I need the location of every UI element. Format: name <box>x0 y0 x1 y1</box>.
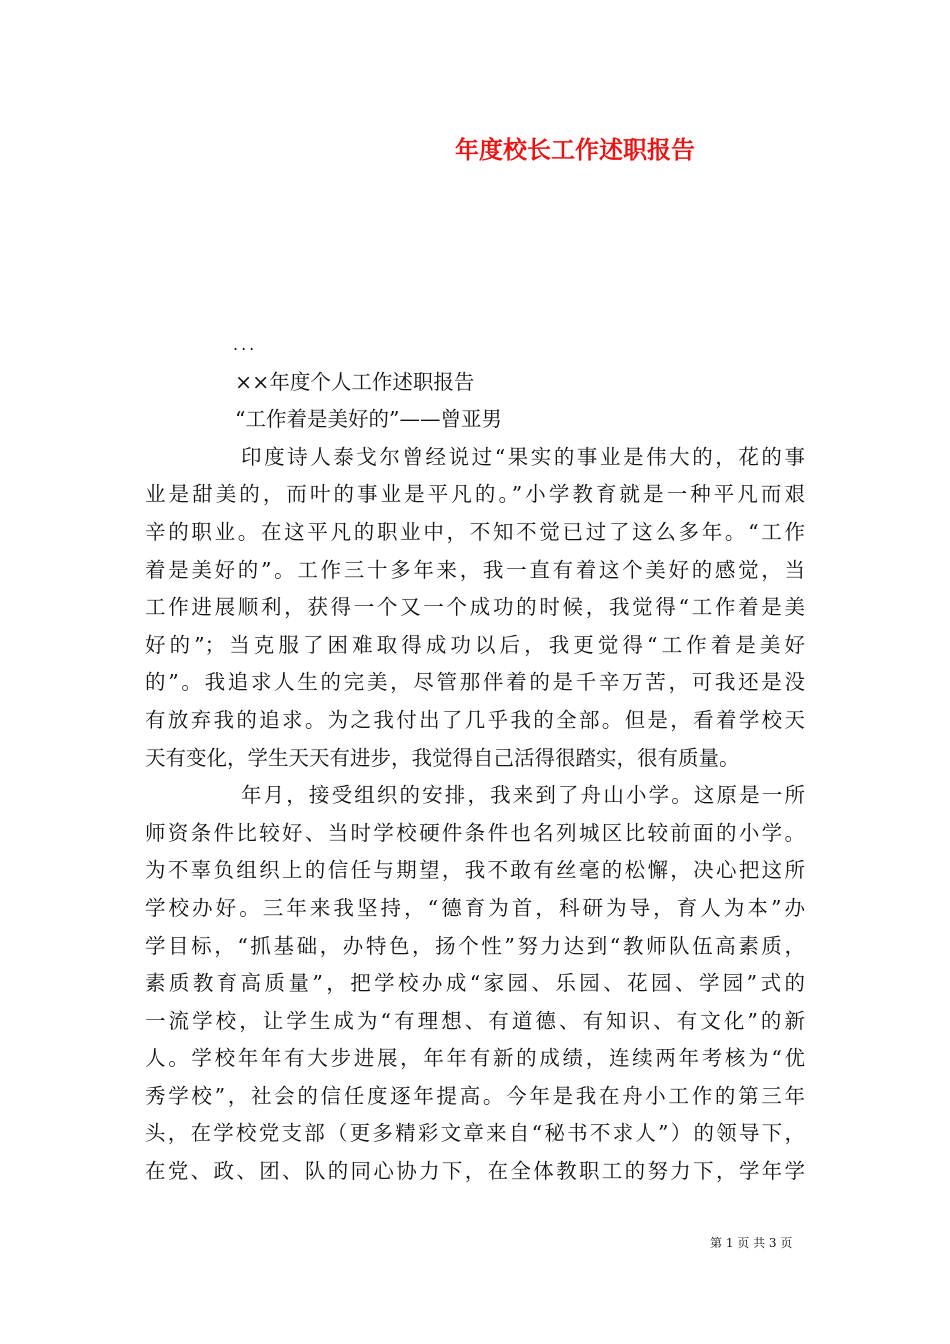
paragraph-line: 辛的职业。在这平凡的职业中，不知不觉已过了这么多年。“工作 <box>145 519 805 544</box>
quote-line: “工作着是美好的”——曾亚男 <box>235 407 502 432</box>
paragraph-line: 一流学校，让学生成为“有理想、有道德、有知识、有文化”的新 <box>145 1008 805 1033</box>
paragraph-line: 年月，接受组织的安排，我来到了舟山小学。这原是一所 <box>241 783 805 808</box>
paragraph-line: 人。学校年年有大步进展，年年有新的成绩，连续两年考核为“优 <box>145 1046 805 1071</box>
document-title: 年度校长工作述职报告 <box>455 135 695 164</box>
paragraph-line: 学校办好。三年来我坚持，“德育为首，科研为导，育人为本”办 <box>145 895 805 920</box>
paragraph-line: 秀学校”，社会的信任度逐年提高。今年是我在舟小工作的第三年 <box>145 1083 805 1108</box>
paragraph-line: 工作进展顺利，获得一个又一个成功的时候，我觉得“工作着是美 <box>145 595 805 620</box>
paragraph-line: 的”。我追求人生的完美，尽管那伴着的是千辛万苦，可我还是没 <box>145 670 805 695</box>
paragraph-line: 师资条件比较好、当时学校硬件条件也名列城区比较前面的小学。 <box>145 820 805 845</box>
paragraph-line: 学目标，“抓基础，办特色，扬个性”努力达到“教师队伍高素质， <box>145 933 805 958</box>
paragraph-line: 业是甜美的，而叶的事业是平凡的。”小学教育就是一种平凡而艰 <box>145 482 805 507</box>
paragraph-line: 在党、政、团、队的同心协力下，在全体教职工的努力下，学年学 <box>145 1159 805 1184</box>
paragraph-line: 印度诗人泰戈尔曾经说过“果实的事业是伟大的，花的事 <box>241 444 805 469</box>
paragraph-line: 天有变化，学生天天有进步，我觉得自己活得很踏实，很有质量。 <box>145 745 740 770</box>
paragraph-line: 素质教育高质量”，把学校办成“家园、乐园、花园、学园”式的 <box>145 971 805 996</box>
paragraph-line: 着是美好的”。工作三十多年来，我一直有着这个美好的感觉，当 <box>145 557 805 582</box>
page-number-footer: 第 1 页 共 3 页 <box>710 1236 793 1250</box>
paragraph-line: 有放弃我的追求。为之我付出了几乎我的全部。但是，看着学校天 <box>145 707 805 732</box>
paragraph-line: 为不辜负组织上的信任与期望，我不敢有丝毫的松懈，决心把这所 <box>145 858 805 883</box>
document-body <box>145 326 805 1191</box>
paragraph-line: 头，在学校党支部（更多精彩文章来自“秘书不求人”）的领导下， <box>145 1121 805 1146</box>
subtitle-line: ××年度个人工作述职报告 <box>235 369 475 394</box>
ellipsis-line: ... <box>233 335 258 354</box>
paragraph-line: 好的”；当克服了困难取得成功以后，我更觉得“工作着是美好 <box>145 632 805 657</box>
